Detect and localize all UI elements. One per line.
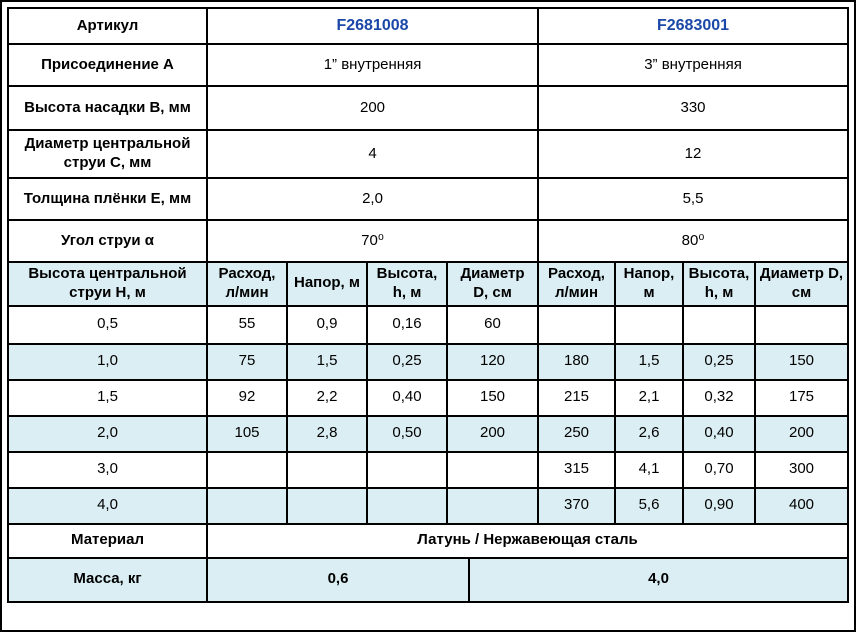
cell: 55 — [207, 306, 287, 344]
row-label-mass: Масса, кг — [8, 558, 207, 602]
row-mass — [8, 558, 848, 602]
row-material — [8, 524, 848, 558]
header-height-2: Высота, h, м — [683, 262, 755, 306]
cell — [447, 452, 538, 488]
row-label-nozzle-height: Высота насадки В, мм — [8, 86, 207, 130]
cell — [207, 452, 287, 488]
header-height-1: Высота, h, м — [367, 262, 447, 306]
row-label-connection: Присоединение А — [8, 44, 207, 86]
row-label-article: Артикул — [8, 8, 207, 44]
connection-value-1: 1” внутренняя — [207, 44, 538, 86]
cell — [615, 306, 683, 344]
cell: 2,6 — [615, 416, 683, 452]
row-connection — [8, 44, 848, 86]
h-value: 4,0 — [8, 488, 207, 524]
header-diameter-1: Диаметр D, см — [447, 262, 538, 306]
row-article — [8, 8, 848, 44]
h-value: 2,0 — [8, 416, 207, 452]
h-value: 1,0 — [8, 344, 207, 380]
cell — [538, 306, 615, 344]
data-row — [8, 380, 848, 416]
connection-value-2: 3” внутренняя — [538, 44, 848, 86]
row-jet-angle — [8, 220, 848, 262]
h-value: 1,5 — [8, 380, 207, 416]
cell: 150 — [755, 344, 848, 380]
cell: 1,5 — [287, 344, 367, 380]
material-value: Латунь / Нержавеющая сталь — [207, 524, 848, 558]
h-value: 3,0 — [8, 452, 207, 488]
cell: 92 — [207, 380, 287, 416]
cell — [683, 306, 755, 344]
article-code-2: F2683001 — [538, 8, 848, 44]
cell: 370 — [538, 488, 615, 524]
cell — [367, 452, 447, 488]
row-label-material: Материал — [8, 524, 207, 558]
cell: 215 — [538, 380, 615, 416]
product-spec-table — [7, 7, 849, 603]
nozzle-height-value-2: 330 — [538, 86, 848, 130]
article-code-1: F2681008 — [207, 8, 538, 44]
row-label-jet-angle: Угол струи α — [8, 220, 207, 262]
cell: 105 — [207, 416, 287, 452]
data-row — [8, 416, 848, 452]
mass-split — [208, 559, 847, 601]
cell — [287, 488, 367, 524]
row-label-jet-diameter: Диаметр центральной струи С, мм — [8, 130, 207, 178]
row-film-thickness — [8, 178, 848, 220]
mass-value-2: 4,0 — [468, 559, 847, 601]
cell: 5,6 — [615, 488, 683, 524]
cell — [287, 452, 367, 488]
film-thickness-value-2: 5,5 — [538, 178, 848, 220]
cell: 200 — [447, 416, 538, 452]
cell — [207, 488, 287, 524]
cell — [447, 488, 538, 524]
header-diameter-2: Диаметр D, см — [755, 262, 848, 306]
cell: 60 — [447, 306, 538, 344]
cell: 200 — [755, 416, 848, 452]
mass-values-cell — [207, 558, 848, 602]
column-header-row — [8, 262, 848, 306]
jet-angle-value-2: 80⁰ — [538, 220, 848, 262]
row-label-film-thickness: Толщина плёнки Е, мм — [8, 178, 207, 220]
cell: 0,90 — [683, 488, 755, 524]
jet-diameter-value-2: 12 — [538, 130, 848, 178]
header-pressure-2: Напор, м — [615, 262, 683, 306]
data-row — [8, 452, 848, 488]
nozzle-height-value-1: 200 — [207, 86, 538, 130]
cell: 0,40 — [367, 380, 447, 416]
cell: 300 — [755, 452, 848, 488]
cell: 4,1 — [615, 452, 683, 488]
cell: 120 — [447, 344, 538, 380]
row-nozzle-height — [8, 86, 848, 130]
film-thickness-value-1: 2,0 — [207, 178, 538, 220]
cell: 0,40 — [683, 416, 755, 452]
cell: 0,50 — [367, 416, 447, 452]
cell: 1,5 — [615, 344, 683, 380]
header-flow-1: Расход, л/мин — [207, 262, 287, 306]
jet-angle-value-1: 70⁰ — [207, 220, 538, 262]
cell: 250 — [538, 416, 615, 452]
cell: 0,9 — [287, 306, 367, 344]
row-jet-diameter — [8, 130, 848, 178]
cell: 180 — [538, 344, 615, 380]
mass-value-1: 0,6 — [327, 570, 349, 588]
cell: 150 — [447, 380, 538, 416]
cell: 2,8 — [287, 416, 367, 452]
cell: 400 — [755, 488, 848, 524]
cell — [755, 306, 848, 344]
header-pressure-1: Напор, м — [287, 262, 367, 306]
jet-diameter-value-1: 4 — [207, 130, 538, 178]
cell: 2,2 — [287, 380, 367, 416]
data-row — [8, 306, 848, 344]
cell: 315 — [538, 452, 615, 488]
data-row — [8, 344, 848, 380]
cell: 0,70 — [683, 452, 755, 488]
cell: 175 — [755, 380, 848, 416]
header-central-jet-height: Высота центральной струи Н, м — [8, 262, 207, 306]
header-flow-2: Расход, л/мин — [538, 262, 615, 306]
data-row — [8, 488, 848, 524]
cell: 0,16 — [367, 306, 447, 344]
cell: 75 — [207, 344, 287, 380]
cell: 2,1 — [615, 380, 683, 416]
cell: 0,32 — [683, 380, 755, 416]
h-value: 0,5 — [8, 306, 207, 344]
cell: 0,25 — [683, 344, 755, 380]
cell — [367, 488, 447, 524]
cell: 0,25 — [367, 344, 447, 380]
